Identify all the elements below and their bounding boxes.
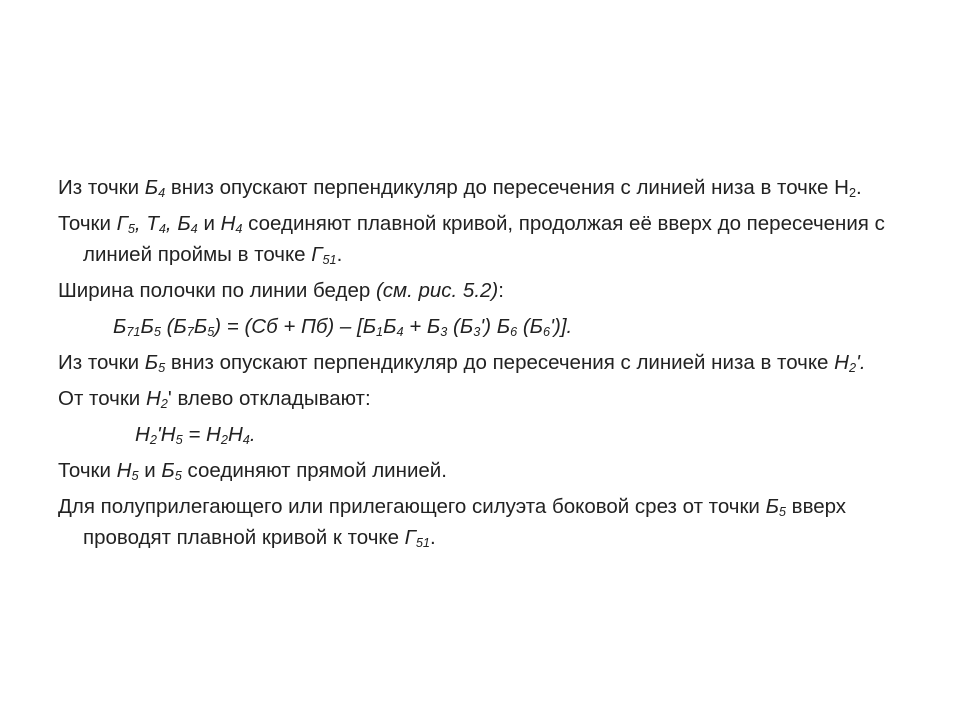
subscript: 5	[153, 324, 161, 340]
text: ,	[134, 212, 147, 235]
text: :	[498, 279, 504, 302]
text: вниз опускают перпендикуляр до пересечения с линией низа в точке	[165, 351, 835, 374]
subscript: 6	[510, 324, 518, 340]
subscript: 51	[322, 252, 337, 268]
formula-offset	[58, 419, 908, 450]
symbol: Б	[113, 315, 127, 338]
subscript: 5	[127, 221, 135, 237]
symbol: Г	[311, 243, 323, 266]
subscript: 4	[396, 324, 404, 340]
symbol: ')].	[550, 315, 573, 338]
symbol: 'Н	[156, 423, 176, 446]
subscript: 3	[440, 324, 448, 340]
figure-reference: (см. рис. 5.2)	[375, 279, 499, 302]
paragraph-point-b4	[58, 172, 908, 203]
symbol: Г	[404, 526, 416, 549]
symbol: = Н	[182, 423, 221, 446]
subscript: 71	[126, 324, 141, 340]
symbol: (Б	[447, 315, 474, 338]
text: ' влево откладывают:	[167, 387, 371, 410]
text: .	[856, 176, 862, 199]
symbol: Б	[193, 315, 208, 338]
symbol: Н	[220, 212, 236, 235]
paragraph-left-offset	[58, 383, 908, 414]
text: соединяют прямой линией.	[181, 459, 447, 482]
paragraph-side-seam	[58, 491, 908, 553]
subscript: 2	[848, 185, 857, 201]
formula-width	[58, 311, 908, 342]
symbol: Б	[383, 315, 397, 338]
subscript: 4	[235, 221, 243, 237]
subscript: 5	[158, 360, 166, 376]
subscript: 5	[207, 324, 215, 340]
subscript: 51	[415, 535, 430, 551]
subscript: 2	[848, 360, 857, 376]
subscript: 4	[158, 185, 166, 201]
symbol: Б	[161, 459, 175, 482]
symbol: .	[249, 423, 256, 446]
paragraph-straight-line	[58, 455, 908, 486]
text: вверх проводят плавной кривой к точке	[83, 495, 847, 549]
text: соединяют плавной кривой, продолжая её вверх до пересечения с линией проймы в точке	[83, 212, 885, 266]
subscript: 5	[131, 468, 139, 484]
subscript: 2	[220, 432, 228, 448]
text: Из точки	[58, 176, 145, 199]
text: '.	[856, 351, 866, 374]
symbol: Г	[116, 212, 128, 235]
subscript: 6	[543, 324, 551, 340]
subscript: 5	[175, 432, 183, 448]
subscript: 5	[174, 468, 182, 484]
symbol: Б	[177, 212, 191, 235]
subscript: 2	[149, 432, 157, 448]
paragraph-point-b5	[58, 347, 908, 378]
symbol: ) = (Сб + Пб) – [Б	[214, 315, 377, 338]
text: вниз опускают перпендикуляр до пересечения с линией низа в точке Н	[165, 176, 849, 199]
subscript: 3	[473, 324, 481, 340]
text: .	[429, 526, 436, 549]
symbol: Т	[146, 212, 159, 235]
text: Точки	[58, 459, 117, 482]
text: Из точки	[58, 351, 145, 374]
text: .	[336, 243, 343, 266]
symbol: Б	[144, 351, 159, 374]
symbol: Н	[135, 423, 150, 446]
symbol: + Б	[403, 315, 441, 338]
symbol: Б	[765, 495, 779, 518]
subscript: 7	[186, 324, 194, 340]
subscript: 4	[190, 221, 198, 237]
text: Для полуприлегающего или прилегающего силуэта боковой срез от точки	[58, 495, 766, 518]
text: и	[138, 459, 162, 482]
symbol: ') Б	[480, 315, 511, 338]
text: и	[197, 212, 221, 235]
symbol: (Б	[160, 315, 187, 338]
text: Точки	[58, 212, 117, 235]
slide-content	[58, 172, 908, 558]
paragraph-points-connect	[58, 208, 908, 270]
subscript: 2	[160, 396, 168, 412]
subscript: 4	[158, 221, 166, 237]
text: От точки	[58, 387, 146, 410]
symbol: Б	[144, 176, 159, 199]
symbol: Б	[140, 315, 154, 338]
symbol: Н	[227, 423, 243, 446]
text: ,	[165, 212, 178, 235]
symbol: Н	[834, 351, 849, 374]
paragraph-width-hips	[58, 275, 908, 306]
text: Ширина полочки по линии бедер	[58, 279, 376, 302]
subscript: 1	[376, 324, 384, 340]
symbol: (Б	[517, 315, 544, 338]
symbol: Н	[116, 459, 132, 482]
subscript: 4	[242, 432, 250, 448]
symbol: Н	[145, 387, 161, 410]
subscript: 5	[778, 504, 786, 520]
